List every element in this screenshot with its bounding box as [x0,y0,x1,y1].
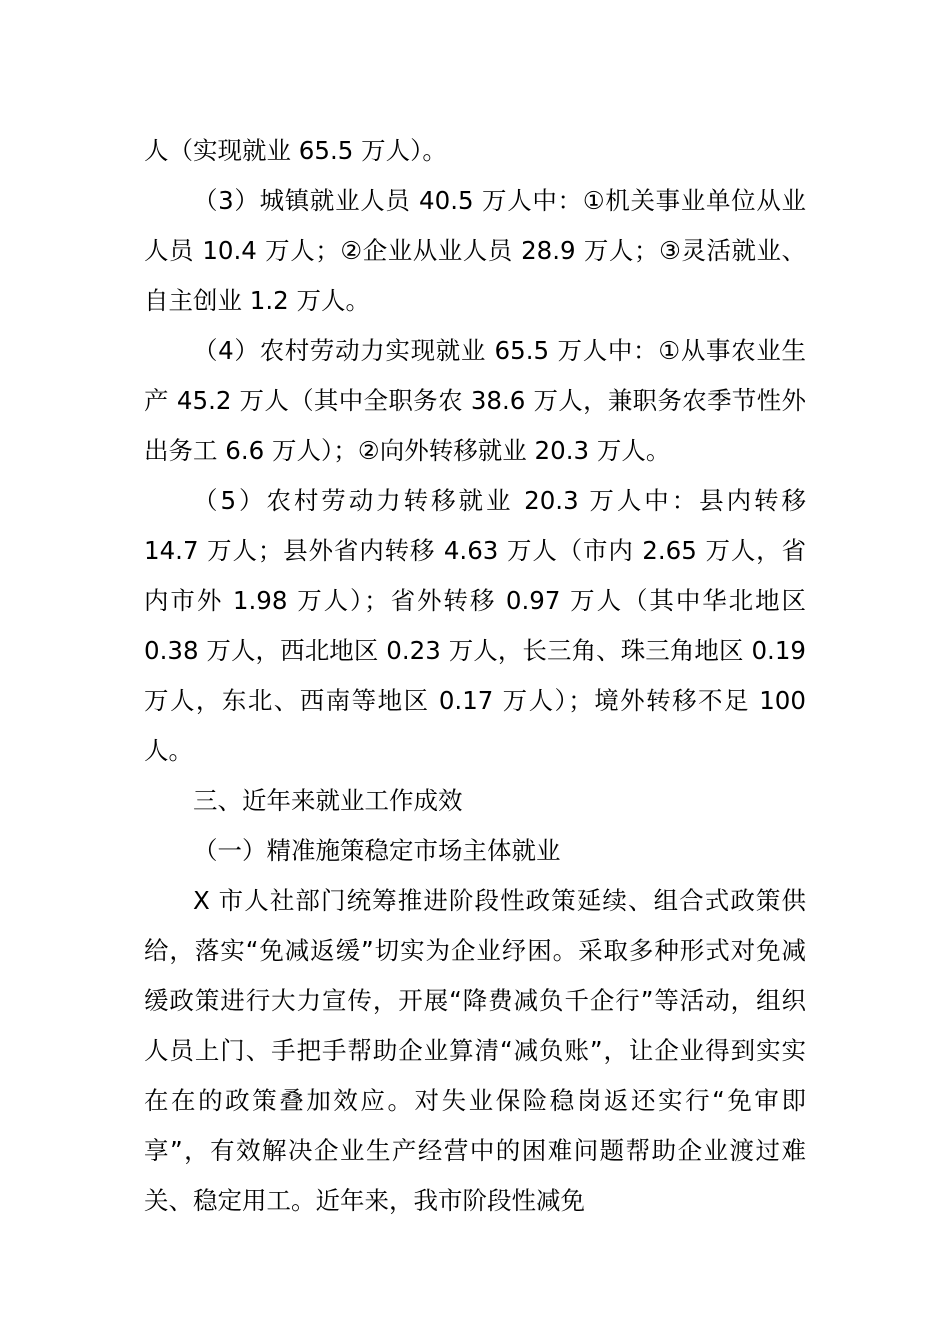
subsection-heading: （一）精准施策稳定市场主体就业 [193,836,561,865]
document-body [144,126,806,1226]
paragraph-policy-measures: X 市人社部门统筹推进阶段性政策延续、组合式政策供给，落实“免减返缓”切实为企业纾困。采取多种形式对免减缓政策进行大力宣传，开展“降费减负千企行”等活动，组织人员上门、手把手帮助企业算清“减负账”，让企业得到实实在在的政策叠加效应。对失业保险稳岗返还实行“免审即享”，有效解决企业生产经营中的困难问题帮助企业渡过难关、稳定用工。近年来，我市阶段性减免 [144,886,806,1215]
paragraph-rural-transfer: （5）农村劳动力转移就业 20.3 万人中：县内转移 14.7 万人；县外省内转移 4.63 万人（市内 2.65 万人，省内市外 1.98 万人）；省外转移 0.97 万人（其中华北地区 0.38 万人，西北地区 0.23 万人，长三角、珠三角地区 0.19 万人，东北、西南等地区 0.17 万人）；境外转移不足 100 人。 [144,486,806,765]
paragraph-continuation: 人（实现就业 65.5 万人）。 [144,136,447,165]
paragraph-rural-employment: （4）农村劳动力实现就业 65.5 万人中：①从事农业生产 45.2 万人（其中全职务农 38.6 万人，兼职务农季节性外出务工 6.6 万人）；②向外转移就业 20.3 万人。 [144,336,806,465]
section-heading: 三、近年来就业工作成效 [193,786,463,815]
paragraph-urban-employment: （3）城镇就业人员 40.5 万人中：①机关事业单位从业人员 10.4 万人；②企业从业人员 28.9 万人；③灵活就业、自主创业 1.2 万人。 [144,186,806,315]
